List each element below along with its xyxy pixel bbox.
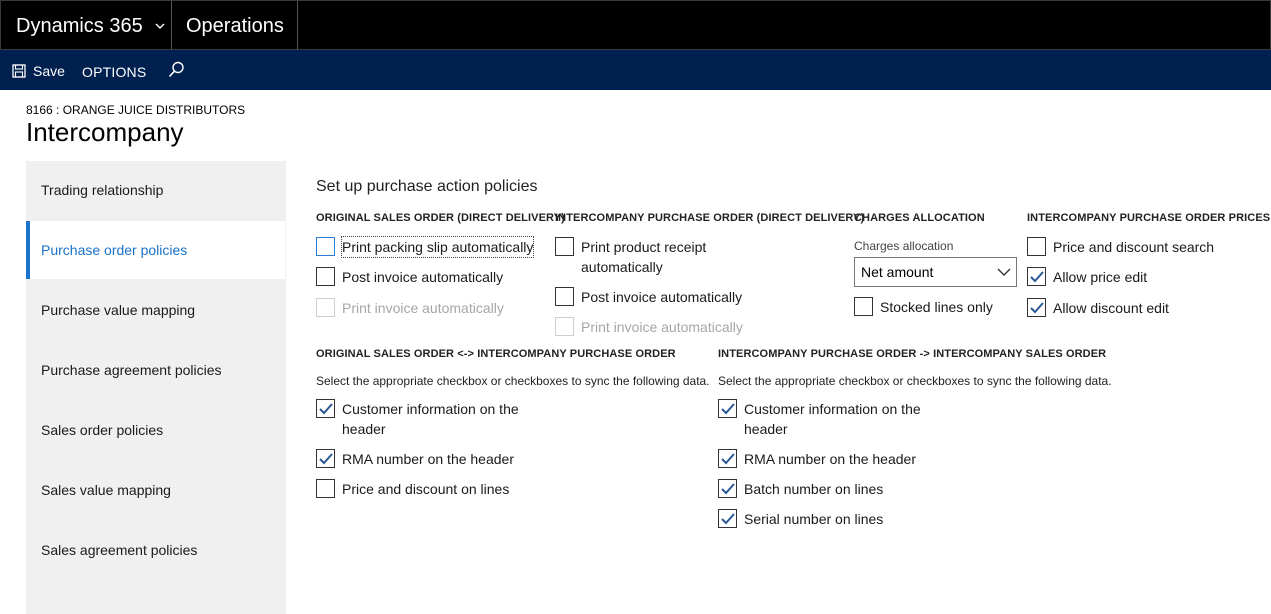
- price-discount-search-checkbox[interactable]: [1027, 237, 1214, 257]
- checkbox-box: [316, 479, 335, 498]
- charges-allocation-label: Charges allocation: [854, 239, 954, 253]
- ic-print-invoice-checkbox: [555, 317, 743, 337]
- page-title: Intercompany: [26, 117, 184, 147]
- group-heading-sync-original-ic-po: ORIGINAL SALES ORDER <-> INTERCOMPANY PURCHASE ORDER: [316, 348, 676, 360]
- label-line: header: [744, 421, 788, 437]
- top-bar: [0, 0, 1271, 50]
- sync1-price-discount-lines-label: Price and discount on lines: [342, 481, 510, 497]
- section-title: Set up purchase action policies: [316, 178, 538, 195]
- checkmark-icon: [1030, 271, 1044, 283]
- checkbox-box: [555, 287, 574, 306]
- nav-item-purchase-order-policies[interactable]: [26, 221, 285, 279]
- sync2-rma-number-label: RMA number on the header: [744, 451, 916, 467]
- checkbox-box: [1027, 298, 1046, 317]
- checkbox-box: [316, 237, 335, 256]
- search-button[interactable]: [168, 61, 185, 78]
- nav-item-purchase-value-mapping[interactable]: [26, 281, 285, 339]
- action-pane: [0, 50, 1271, 90]
- checkmark-icon: [1030, 302, 1044, 314]
- nav-item-sales-value-mapping[interactable]: [26, 461, 285, 519]
- search-icon: [168, 61, 185, 78]
- print-packing-slip-checkbox[interactable]: [316, 237, 533, 257]
- options-button[interactable]: [82, 64, 146, 80]
- print-invoice-checkbox: [316, 298, 504, 318]
- post-invoice-checkbox[interactable]: [316, 267, 503, 287]
- stocked-lines-only-label: Stocked lines only: [880, 299, 993, 315]
- sync1-price-discount-lines-checkbox[interactable]: [316, 479, 509, 499]
- allow-discount-edit-label: Allow discount edit: [1053, 300, 1169, 316]
- nav-item-label: Sales value mapping: [41, 482, 171, 498]
- checkbox-box: [718, 509, 737, 528]
- sync1-customer-info-label: [342, 399, 519, 439]
- post-invoice-label: Post invoice automatically: [342, 269, 504, 285]
- nav-item-label: Sales order policies: [41, 422, 164, 438]
- company-caption: 8166 : ORANGE JUICE DISTRIBUTORS: [26, 103, 246, 117]
- checkmark-icon: [721, 513, 735, 525]
- brand-label: Dynamics 365: [16, 14, 143, 37]
- chevron-down-icon: [997, 267, 1011, 277]
- checkmark-icon: [319, 403, 333, 415]
- nav-item-label: Purchase agreement policies: [41, 362, 222, 378]
- label-line: header: [342, 421, 386, 437]
- checkbox-box: [718, 449, 737, 468]
- print-product-receipt-label: [581, 237, 706, 277]
- checkbox-box: [316, 449, 335, 468]
- checkbox-box: [854, 297, 873, 316]
- price-discount-search-label: Price and discount search: [1053, 239, 1215, 255]
- nav-item-trading-relationship[interactable]: [26, 161, 285, 219]
- sync2-serial-number-label: Serial number on lines: [744, 511, 884, 527]
- checkbox-box: [555, 317, 574, 336]
- sync-ic-po-ic-so-description: Select the appropriate checkbox or checkboxes to sync the following data.: [718, 374, 1112, 388]
- sync1-customer-info-checkbox[interactable]: [316, 399, 519, 439]
- allow-discount-edit-checkbox[interactable]: [1027, 298, 1169, 318]
- app-switcher[interactable]: [1, 1, 172, 51]
- checkbox-box: [718, 479, 737, 498]
- nav-item-label: Sales agreement policies: [41, 542, 198, 558]
- print-product-receipt-checkbox[interactable]: [555, 237, 706, 277]
- allow-price-edit-label: Allow price edit: [1053, 269, 1148, 285]
- sync1-rma-number-label: RMA number on the header: [342, 451, 514, 467]
- label-line: Print product receipt: [581, 239, 707, 255]
- group-heading-original-sales-order: ORIGINAL SALES ORDER (DIRECT DELIVERY): [316, 212, 565, 224]
- checkbox-box: [1027, 237, 1046, 256]
- save-label: Save: [33, 63, 65, 79]
- ic-post-invoice-label: Post invoice automatically: [581, 289, 743, 305]
- checkbox-box: [718, 399, 737, 418]
- save-button[interactable]: [12, 63, 65, 79]
- allow-price-edit-checkbox[interactable]: [1027, 267, 1147, 287]
- save-icon: [12, 64, 26, 78]
- navigation-panel: [26, 161, 286, 614]
- charges-allocation-value: Net amount: [861, 264, 934, 280]
- nav-item-sales-order-policies[interactable]: [26, 401, 285, 459]
- sync2-batch-number-label: Batch number on lines: [744, 481, 884, 497]
- checkbox-box: [555, 237, 574, 256]
- print-invoice-label: Print invoice automatically: [342, 300, 504, 316]
- group-heading-charges-allocation: CHARGES ALLOCATION: [854, 212, 985, 224]
- print-packing-slip-label: Print packing slip automatically: [342, 239, 534, 255]
- nav-item-label: Trading relationship: [41, 182, 164, 198]
- sync1-rma-number-checkbox[interactable]: [316, 449, 514, 469]
- sync2-serial-number-checkbox[interactable]: [718, 509, 883, 529]
- group-heading-ic-purchase-order: INTERCOMPANY PURCHASE ORDER (DIRECT DELIVERY): [555, 212, 865, 224]
- checkbox-box: [316, 298, 335, 317]
- sync-original-ic-po-description: Select the appropriate checkbox or checkboxes to sync the following data.: [316, 374, 710, 388]
- ic-print-invoice-label: Print invoice automatically: [581, 319, 743, 335]
- sync2-rma-number-checkbox[interactable]: [718, 449, 916, 469]
- nav-item-sales-agreement-policies[interactable]: [26, 521, 285, 579]
- checkbox-box: [316, 399, 335, 418]
- nav-item-label: Purchase value mapping: [41, 302, 196, 318]
- group-heading-ic-po-prices: INTERCOMPANY PURCHASE ORDER PRICES: [1027, 212, 1271, 224]
- checkmark-icon: [721, 453, 735, 465]
- sync2-batch-number-checkbox[interactable]: [718, 479, 883, 499]
- module-name[interactable]: [172, 1, 298, 51]
- nav-item-label: Purchase order policies: [41, 242, 188, 258]
- group-heading-sync-ic-po-ic-so: INTERCOMPANY PURCHASE ORDER -> INTERCOMPANY SALES ORDER: [718, 348, 1107, 360]
- sync2-customer-info-label: [744, 399, 921, 439]
- checkmark-icon: [721, 403, 735, 415]
- label-line: Customer information on the: [744, 401, 921, 417]
- label-line: automatically: [581, 259, 663, 275]
- checkbox-box: [316, 267, 335, 286]
- checkmark-icon: [721, 483, 735, 495]
- checkmark-icon: [319, 453, 333, 465]
- module-label: Operations: [186, 14, 284, 37]
- nav-item-purchase-agreement-policies[interactable]: [26, 341, 285, 399]
- options-label: OPTIONS: [82, 64, 147, 80]
- sync2-customer-info-checkbox[interactable]: [718, 399, 921, 439]
- ic-post-invoice-checkbox[interactable]: [555, 287, 742, 307]
- charges-allocation-select[interactable]: [854, 257, 1017, 287]
- stocked-lines-only-checkbox[interactable]: [854, 297, 993, 317]
- chevron-down-icon: [155, 21, 165, 31]
- checkbox-box: [1027, 267, 1046, 286]
- label-line: Customer information on the: [342, 401, 519, 417]
